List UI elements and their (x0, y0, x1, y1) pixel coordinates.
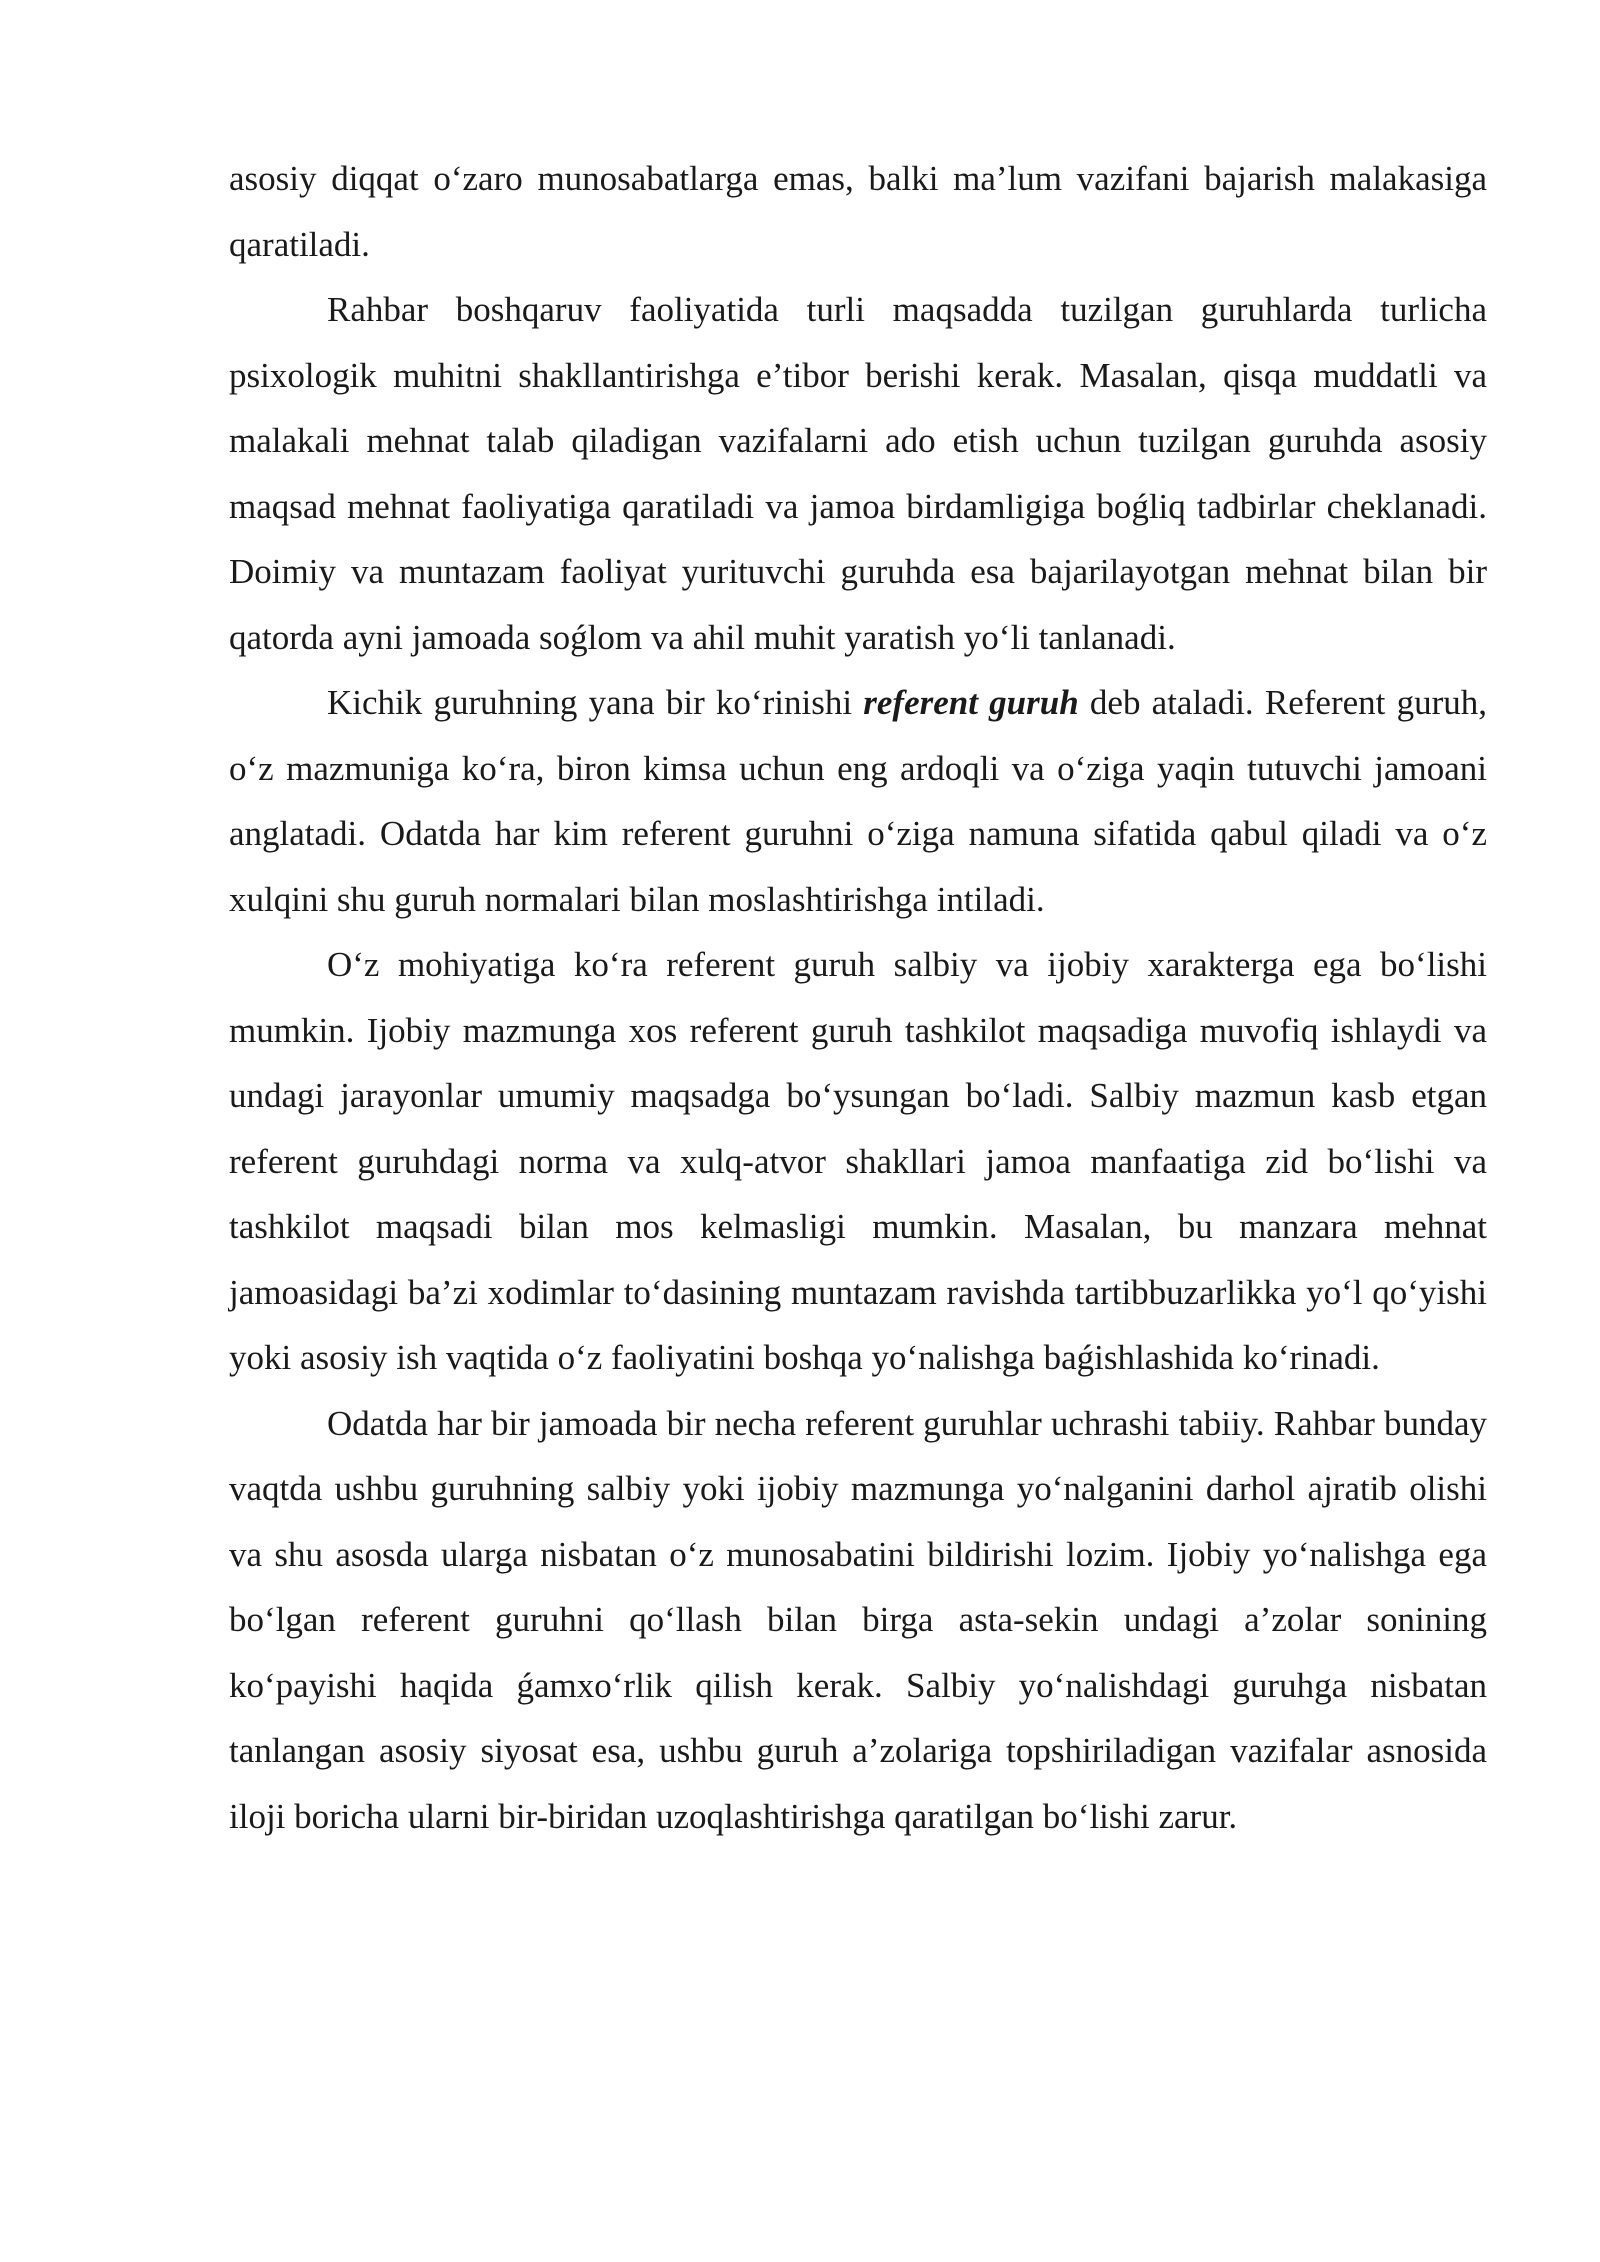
paragraph-continuation: asosiy diqqat o‘zaro munosabatlarga emas, balki ma’lum vazifani bajarish malakasiga qaratiladi. (229, 159, 1487, 264)
paragraph-psychological-climate: Rahbar boshqaruv faoliyatida turli maqsadda tuzilgan guruhlarda turlicha psixologik muhitni shakllantirishga e’tibor berishi kerak. Masalan, qisqa muddatli va malakali mehnat talab qiladigan vazifalarni ado etish uchun tuzilgan guruhda asosiy maqsad mehnat faoliyatiga qaratiladi va jamoa birdamligiga boǵliq tadbirlar cheklanadi. Doimiy va muntazam faoliyat yurituvchi guruhda esa bajarilayotgan mehnat bilan bir qatorda ayni jamoada soǵlom va ahil muhit yaratish yo‘li tanlanadi. (229, 290, 1487, 657)
paragraph-manager-role: Odatda har bir jamoada bir necha referent guruhlar uchrashi tabiiy. Rahbar bunday vaqtda ushbu guruhning salbiy yoki ijobiy mazmunga yo‘nalganini darhol ajratib olishi va shu asosda ularga nisbatan o‘z munosabatini bildirishi lozim. Ijobiy yo‘nalishga ega bo‘lgan referent guruhni qo‘llash bilan birga asta-sekin undagi a’zolar sonining ko‘payishi haqida ǵamxo‘rlik qilish kerak. Salbiy yo‘nalishdagi guruhga nisbatan tanlangan asosiy siyosat esa, ushbu guruh a’zolariga topshiriladigan vazifalar asnosida iloji boricha ularni bir-biridan uzoqlashtirishga qaratilgan bo‘lishi zarur. (229, 1403, 1487, 1836)
paragraph-text-before-term: Kichik guruhning yana bir ko‘rinishi (327, 683, 853, 722)
paragraph-text-after-term: deb ataladi. Referent guruh, o‘z mazmuniga ko‘ra, biron kimsa uchun eng ardoqli va o‘ziga yaqin tutuvchi jamoani anglatadi. Odatda har kim referent guruhni o‘ziga namuna sifatida qabul qiladi va o‘z xulqini shu guruh normalari bilan moslashtirishga intiladi. (229, 683, 1487, 919)
paragraph-referent-group-definition (229, 670, 1487, 932)
paragraph-positive-negative-groups: O‘z mohiyatiga ko‘ra referent guruh salbiy va ijobiy xarakterga ega bo‘lishi mumkin. Ijobiy mazmunga xos referent guruh tashkilot maqsadiga muvofiq ishlaydi va undagi jarayonlar umumiy maqsadga bo‘ysungan bo‘ladi. Salbiy mazmun kasb etgan referent guruhdagi norma va xulq-atvor shakllari jamoa manfaatiga zid bo‘lishi va tashkilot maqsadi bilan mos kelmasligi mumkin. Masalan, bu manzara mehnat jamoasidagi ba’zi xodimlar to‘dasining muntazam ravishda tartibbuzarlikka yo‘l qo‘yishi yoki asosiy ish vaqtida o‘z faoliyatini boshqa yo‘nalishga baǵishlashida ko‘rinadi. (229, 945, 1487, 1377)
emphasized-term: referent guruh (863, 683, 1079, 722)
document-body (229, 146, 1487, 1849)
